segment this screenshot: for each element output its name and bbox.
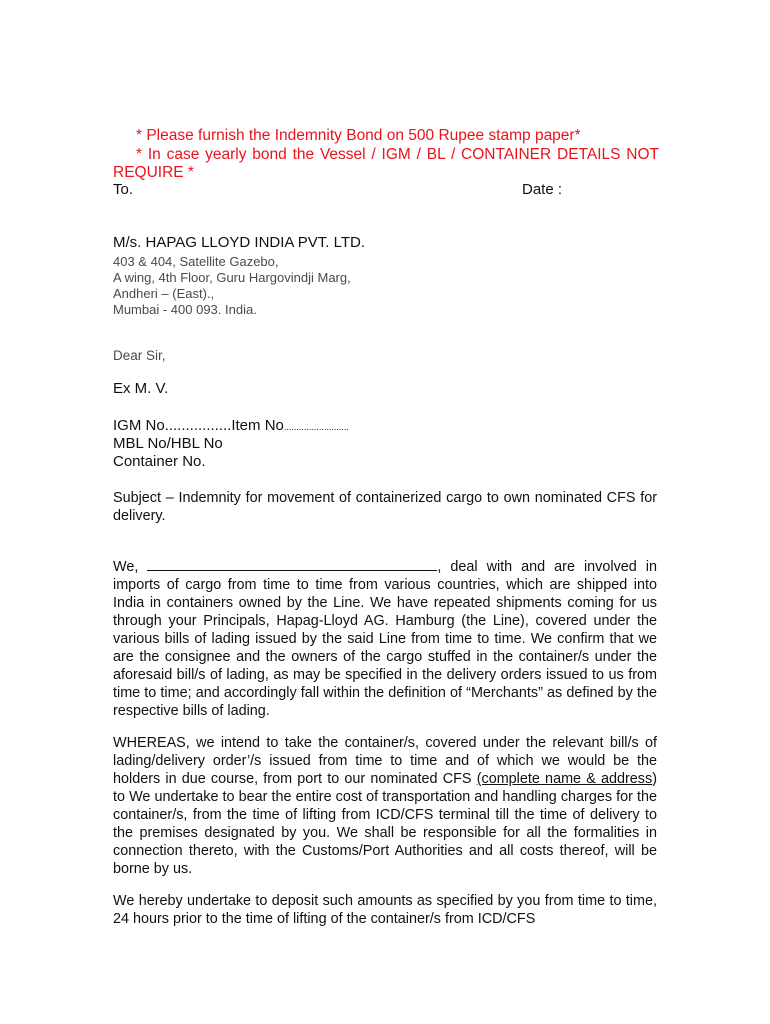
container-ref: Container No. xyxy=(113,453,206,470)
company-name-blank[interactable] xyxy=(147,558,437,571)
stamp-paper-notice: * Please furnish the Indemnity Bond on 500 Rupee stamp paper* xyxy=(136,127,581,144)
yearly-bond-notice: * In case yearly bond the Vessel / IGM / BL / CONTAINER DETAILS NOT xyxy=(136,146,659,163)
para2-before: WHEREAS, we intend to take the container/s, covered under the relevant bill/s of lading/delivery order’/s issued from time to time and of which we would be the holders in due course, from port to our nominated CFS xyxy=(113,735,657,787)
paragraph-merchants xyxy=(113,558,657,720)
mbl-ref: MBL No/HBL No xyxy=(113,435,223,452)
item-dots: .......................... xyxy=(283,422,349,432)
salutation: Dear Sir, xyxy=(113,348,166,363)
para2-after: ) to We undertake to bear the entire cost of transportation and handling charges for the container/s, from the time of lifting from ICD/CFS terminal till the time of delivery to the premises designated by you. We shall be responsible for all the formalities in connection thereto, with the Customs/Port Authorities and all costs thereof, will be borne by us. xyxy=(113,771,657,877)
address-line-3: Andheri – (East)., xyxy=(113,286,215,301)
yearly-bond-notice-cont: REQUIRE * xyxy=(113,164,194,181)
to-label: To. xyxy=(113,181,134,198)
paragraph-whereas xyxy=(113,734,657,878)
cfs-name-address: (complete name & address xyxy=(476,771,653,787)
subject-line: Subject – Indemnity for movement of containerized cargo to own nominated CFS for delivery. xyxy=(113,490,657,524)
address-line-2: A wing, 4th Floor, Guru Hargovindji Marg, xyxy=(113,270,351,285)
vessel-ref: Ex M. V. xyxy=(113,380,169,397)
date-label: Date : xyxy=(522,181,563,198)
para1-lead: We, xyxy=(113,559,139,575)
igm-ref xyxy=(113,417,349,436)
addressee-name: M/s. HAPAG LLOYD INDIA PVT. LTD. xyxy=(113,234,366,251)
igm-ref-text: IGM No................Item No xyxy=(113,417,284,434)
para1-body: , deal with and are involved in imports of cargo from time to time from various countries, which are shipped into India in containers owned by the Line. We have repeated shipments coming for us through your Principals, Hapag-Lloyd AG. Hamburg (the Line), covered under the various bills of lading issued by the said Line from time to time. We confirm that we are the consignee and the owners of the cargo stuffed in the container/s under the aforesaid bill/s of lading, as may be specified in the delivery orders issued to us from time to time; and accordingly fall within the definition of “Merchants” as defined by the respective bills of lading. xyxy=(113,559,657,719)
address-line-4: Mumbai - 400 093. India. xyxy=(113,302,257,317)
address-line-1: 403 & 404, Satellite Gazebo, xyxy=(113,254,279,269)
paragraph-deposit: We hereby undertake to deposit such amounts as specified by you from time to time, 24 hours prior to the time of lifting of the container/s from ICD/CFS xyxy=(113,893,657,927)
